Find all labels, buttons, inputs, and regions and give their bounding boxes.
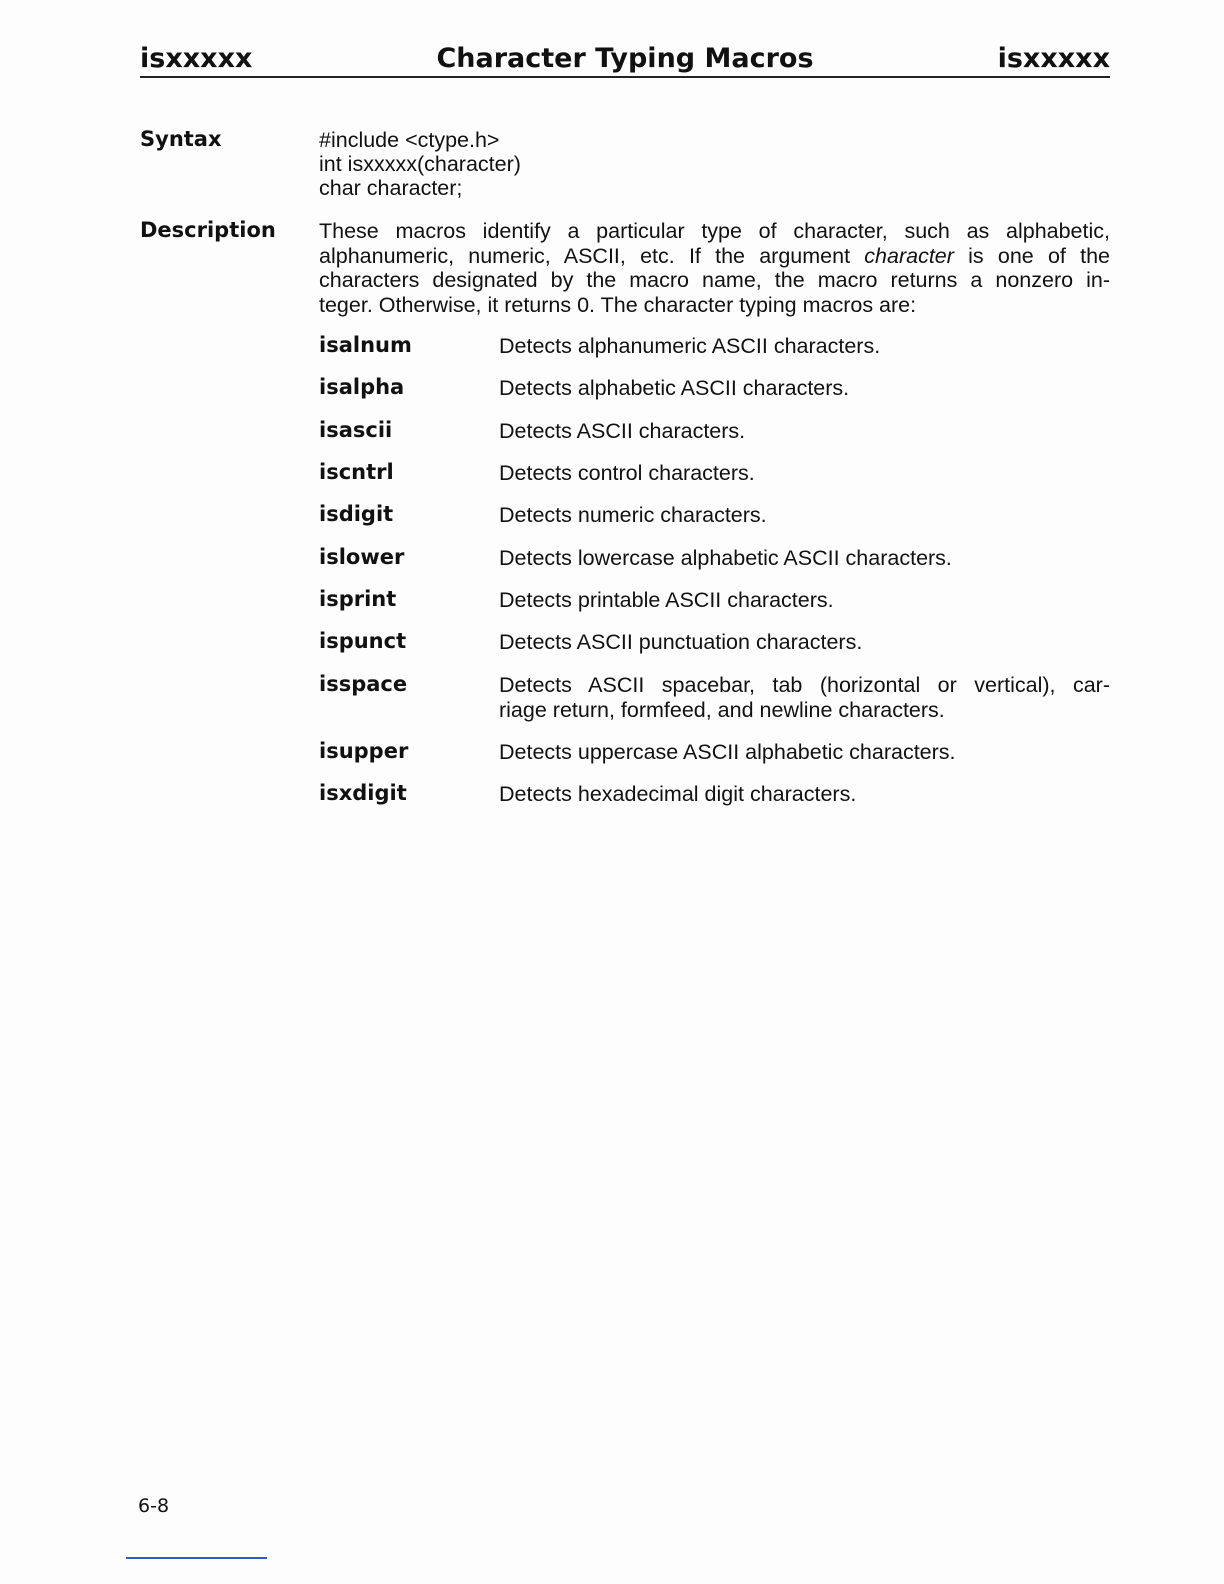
macro-name: islower [319, 545, 405, 569]
macro-description: Detects hexadecimal digit characters. [499, 782, 857, 806]
description-line: teger. Otherwise, it returns 0. The character typing macros are: [319, 292, 917, 317]
syntax-line-param: char character; [319, 176, 463, 200]
macro-name: ispunct [319, 629, 407, 653]
macro-name: isascii [319, 418, 393, 442]
macro-description: Detects control characters. [499, 461, 755, 485]
macro-description-line: riage return, formfeed, and newline characters. [499, 697, 945, 722]
macro-description: Detects ASCII punctuation characters. [499, 630, 863, 654]
page-header [140, 42, 1110, 78]
footer-rule [126, 1557, 267, 1559]
macro-description: Detects uppercase ASCII alphabetic characters. [499, 740, 956, 764]
syntax-heading: Syntax [140, 127, 222, 151]
macro-description: Detects ASCII characters. [499, 419, 746, 443]
macro-name: isupper [319, 739, 409, 763]
page-number: 6-8 [138, 1495, 170, 1517]
argument-emphasis: character [864, 243, 954, 268]
macro-name: isdigit [319, 502, 394, 526]
macro-description-line: Detects ASCII spacebar, tab (horizontal or vertical), car- [499, 673, 1110, 697]
syntax-line-include: #include <ctype.h> [319, 128, 500, 152]
macro-name: isxdigit [319, 781, 407, 805]
macro-description: Detects numeric characters. [499, 503, 767, 527]
description-heading: Description [140, 218, 276, 242]
macro-name: isprint [319, 587, 397, 611]
macro-description [499, 673, 1110, 722]
macro-name: isspace [319, 672, 408, 696]
macro-description: Detects lowercase alphabetic ASCII characters. [499, 546, 952, 570]
macro-description: Detects alphabetic ASCII characters. [499, 376, 850, 400]
macro-name: iscntrl [319, 460, 394, 484]
description-paragraph [319, 219, 1110, 317]
macro-name: isalnum [319, 333, 412, 357]
syntax-code [319, 128, 521, 200]
description-line: These macros identify a particular type of character, such as alphabetic, [319, 219, 1110, 243]
macro-name: isalpha [319, 375, 405, 399]
macro-description: Detects alphanumeric ASCII characters. [499, 334, 881, 358]
header-title: Character Typing Macros [436, 43, 814, 74]
header-left-label: isxxxxx [140, 43, 253, 74]
description-line: alphanumeric, numeric, ASCII, etc. If the argument character is one of the [319, 243, 1110, 268]
description-line: characters designated by the macro name, the macro returns a nonzero in- [319, 268, 1110, 292]
header-right-label: isxxxxx [997, 43, 1110, 74]
syntax-line-signature: int isxxxxx(character) [319, 152, 521, 176]
macro-description: Detects printable ASCII characters. [499, 588, 834, 612]
